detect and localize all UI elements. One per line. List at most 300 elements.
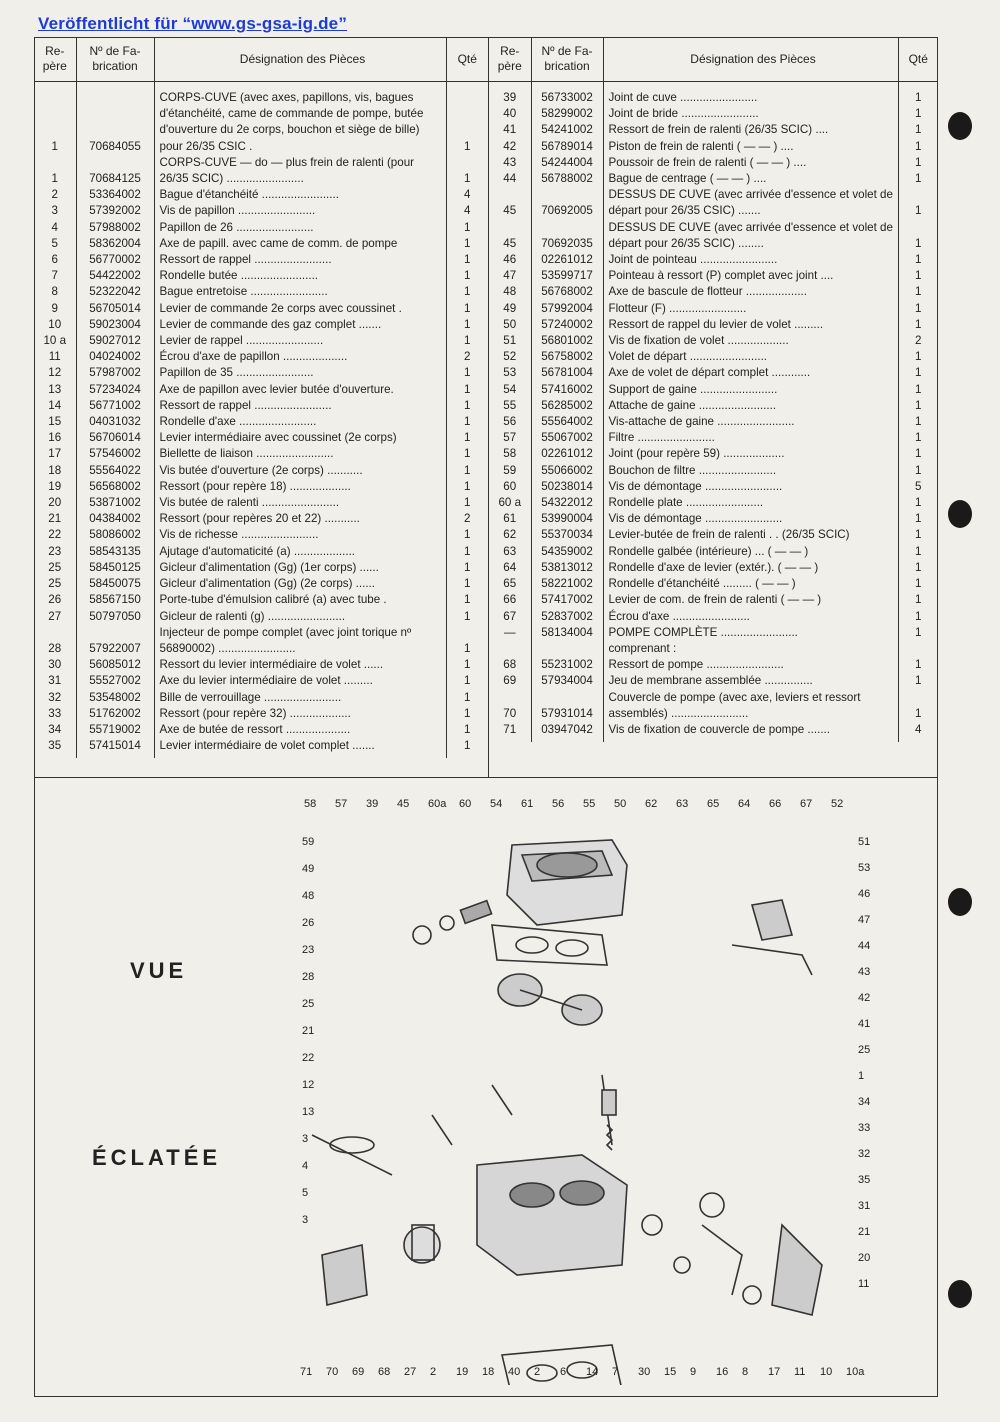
cell-qte: 1 [915, 706, 922, 720]
cell-rep: 44 [489, 171, 531, 187]
header-repere: Re- père [34, 37, 76, 82]
cell-qte: 1 [915, 236, 922, 250]
table-row [34, 187, 488, 203]
cell-num: 02261012 [531, 252, 603, 268]
table-row [489, 333, 938, 349]
cell-des: Vis butée de ralenti ........................ [154, 495, 446, 511]
table-row [34, 527, 488, 543]
table-row [489, 139, 938, 155]
diagram-title-vue: VUE [130, 958, 188, 983]
cell-qte: 1 [915, 285, 922, 299]
cell-des: Levier de com. de frein de ralenti ( — — ) [603, 592, 898, 608]
cell-qte: 2 [915, 334, 922, 348]
callout-label: 6 [560, 1366, 567, 1378]
table-row [34, 690, 488, 706]
cell-rep: 33 [34, 706, 76, 722]
cell-qte: 1 [464, 398, 471, 412]
cell-num: 55067002 [531, 430, 603, 446]
table-row [489, 382, 938, 398]
cell-rep: 1 [34, 90, 76, 155]
callout-label: 66 [769, 798, 782, 810]
cell-num: 53364002 [76, 187, 154, 203]
cell-rep: 23 [34, 544, 76, 560]
cell-rep: 70 [489, 690, 531, 722]
cell-num: 51762002 [76, 706, 154, 722]
cell-qte: 1 [464, 463, 471, 477]
cell-rep: 35 [34, 738, 76, 754]
cell-rep: 54 [489, 382, 531, 398]
cell-num: 53990004 [531, 511, 603, 527]
cell-num: 52837002 [531, 609, 603, 625]
callout-label: 11 [794, 1366, 806, 1378]
cell-des: Axe de bascule de flotteur ................... [603, 284, 898, 300]
parts-table-right [489, 37, 938, 742]
table-row [34, 203, 488, 219]
callout-label: 67 [800, 798, 813, 810]
cell-qte: 1 [464, 139, 471, 153]
cell-num: 57546002 [76, 446, 154, 462]
cell-rep: 63 [489, 544, 531, 560]
cell-qte: 1 [915, 398, 922, 412]
cell-des: Vis de papillon ........................ [154, 203, 446, 219]
callout-label: 40 [508, 1366, 521, 1378]
callout-label: 17 [768, 1366, 781, 1378]
cell-num: 58221002 [531, 576, 603, 592]
cell-num: 57417002 [531, 592, 603, 608]
cell-qte: 1 [915, 593, 922, 607]
table-row [489, 463, 938, 479]
cell-rep: 17 [34, 446, 76, 462]
callout-label: 55 [583, 798, 596, 810]
cell-rep: 34 [34, 722, 76, 738]
cell-num: 58450075 [76, 576, 154, 592]
cell-qte: 1 [915, 431, 922, 445]
cell-des: Filtre ........................ [603, 430, 898, 446]
cell-des: Ressort de rappel ........................ [154, 398, 446, 414]
cell-des: Attache de gaine ........................ [603, 398, 898, 414]
cell-rep: 3 [34, 203, 76, 219]
table-row [489, 527, 938, 543]
cell-num: 57234024 [76, 382, 154, 398]
cell-des: Levier de commande 2e corps avec coussinet . [154, 301, 446, 317]
cell-des: Rondelle butée ........................ [154, 268, 446, 284]
cell-qte: 1 [915, 139, 922, 153]
cell-rep: 5 [34, 236, 76, 252]
cell-num: 56705014 [76, 301, 154, 317]
cell-qte: 1 [464, 220, 471, 234]
callout-label: 42 [858, 992, 871, 1004]
cell-qte: 4 [915, 722, 922, 736]
cell-des: Bague de centrage ( — — ) .... [603, 171, 898, 187]
table-spacer-row [489, 82, 938, 91]
table-row [489, 722, 938, 738]
callout-label: 52 [831, 798, 844, 810]
cell-rep: 28 [34, 625, 76, 657]
cell-des: Piston de frein de ralenti ( — — ) .... [603, 139, 898, 155]
header-numero: Nº de Fa- brication [76, 37, 154, 82]
table-row [489, 446, 938, 462]
table-row [34, 560, 488, 576]
cell-qte: 1 [464, 236, 471, 250]
cell-des: Rondelle d'axe ........................ [154, 414, 446, 430]
cell-rep: 18 [34, 463, 76, 479]
cell-qte: 1 [464, 641, 471, 655]
cell-des: Ressort du levier intermédiaire de volet ...... [154, 657, 446, 673]
callout-label: 62 [645, 798, 658, 810]
callout-label: 71 [300, 1366, 313, 1378]
cell-qte: 1 [464, 301, 471, 315]
cell-rep: 12 [34, 365, 76, 381]
cell-rep: 68 [489, 657, 531, 673]
table-row [34, 414, 488, 430]
cell-qte: 1 [915, 382, 922, 396]
callout-label: 57 [335, 798, 348, 810]
cell-qte: 1 [464, 658, 471, 672]
cell-rep: 14 [34, 398, 76, 414]
cell-rep: 64 [489, 560, 531, 576]
cell-num: 03947042 [531, 722, 603, 738]
cell-rep: 4 [34, 220, 76, 236]
cell-rep: 71 [489, 722, 531, 738]
callout-label: 35 [858, 1174, 871, 1186]
table-row [34, 446, 488, 462]
binder-hole [948, 888, 972, 916]
table-row [34, 625, 488, 657]
cell-des: Bouchon de filtre ........................ [603, 463, 898, 479]
callout-label: 5 [302, 1187, 309, 1199]
cell-des: Papillon de 35 ........................ [154, 365, 446, 381]
table-row [34, 738, 488, 754]
cell-des: Bille de verrouillage ........................ [154, 690, 446, 706]
table-row [489, 365, 938, 381]
callout-label: 23 [302, 944, 315, 956]
cell-des: Papillon de 26 ........................ [154, 220, 446, 236]
cell-des: Vis-attache de gaine ........................ [603, 414, 898, 430]
cell-num: 54322012 [531, 495, 603, 511]
callout-label: 3 [302, 1214, 309, 1226]
cell-qte: 5 [915, 479, 922, 493]
cell-rep: 26 [34, 592, 76, 608]
cell-qte: 1 [915, 447, 922, 461]
callout-label: 21 [858, 1226, 871, 1238]
callout-label: 12 [302, 1079, 315, 1091]
cell-des: Ressort de frein de ralenti (26/35 SCIC) .... [603, 122, 898, 138]
callout-label: 8 [742, 1366, 749, 1378]
cell-qte: 1 [464, 172, 471, 186]
cell-des: Joint de bride ........................ [603, 106, 898, 122]
callout-label: 69 [352, 1366, 365, 1378]
callout-label: 43 [858, 966, 871, 978]
callout-label: 61 [521, 798, 534, 810]
cell-rep: 13 [34, 382, 76, 398]
cell-num: 56706014 [76, 430, 154, 446]
table-row [34, 333, 488, 349]
cell-qte: 1 [464, 722, 471, 736]
cell-des: Gicleur d'alimentation (Gg) (2e corps) ...... [154, 576, 446, 592]
table-row [34, 365, 488, 381]
cell-rep: 42 [489, 139, 531, 155]
callout-label: 10 [820, 1366, 833, 1378]
cell-des: Levier-butée de frein de ralenti . . (26/35 SCIC) [603, 527, 898, 543]
table-row [34, 673, 488, 689]
cell-rep: 9 [34, 301, 76, 317]
cell-num: 56788002 [531, 171, 603, 187]
cell-des: CORPS-CUVE (avec axes, papillons, vis, bagues d'étanchéité, came de commande de pompe, butée d'ouverture du 2e corps, bouchon et siège de bille) pour 26/35 CSIC . [154, 90, 446, 155]
callout-label: 33 [858, 1122, 871, 1134]
cell-des: Rondelle d'étanchéité ......... ( — — ) [603, 576, 898, 592]
callout-label: 65 [707, 798, 720, 810]
cell-rep: 10 [34, 317, 76, 333]
cell-rep: 45 [489, 220, 531, 252]
cell-rep: 25 [34, 560, 76, 576]
cell-qte: 1 [915, 415, 922, 429]
watermark[interactable]: Veröffentlicht für “www.gs-gsa-ig.de” [38, 14, 348, 33]
cell-num: 53813012 [531, 560, 603, 576]
callout-label: 1 [858, 1070, 865, 1082]
cell-num: 54244004 [531, 155, 603, 171]
table-row [34, 544, 488, 560]
table-row [34, 657, 488, 673]
callout-label: 18 [482, 1366, 495, 1378]
table-row [489, 495, 938, 511]
cell-qte: 1 [464, 739, 471, 753]
cell-qte: 1 [464, 528, 471, 542]
cell-rep: 22 [34, 527, 76, 543]
table-row [489, 641, 938, 657]
table-row [34, 236, 488, 252]
cell-des: Ressort de rappel du levier de volet ......... [603, 317, 898, 333]
header-repere: Re- père [489, 37, 531, 82]
cell-qte: 1 [915, 172, 922, 186]
callout-label: 7 [612, 1366, 619, 1378]
cell-des: Poussoir de frein de ralenti ( — — ) .... [603, 155, 898, 171]
cell-rep: 51 [489, 333, 531, 349]
cell-qte: 1 [915, 577, 922, 591]
table-row [489, 252, 938, 268]
table-row [489, 171, 938, 187]
cell-qte: 1 [464, 577, 471, 591]
callout-label: 3 [302, 1133, 309, 1145]
cell-des: comprenant : [603, 641, 898, 657]
cell-qte: 1 [915, 301, 922, 315]
cell-num: 56733002 [531, 90, 603, 106]
callout-label: 34 [858, 1096, 871, 1108]
cell-num [531, 641, 603, 657]
cell-rep: 46 [489, 252, 531, 268]
cell-num: 57416002 [531, 382, 603, 398]
cell-rep: 58 [489, 446, 531, 462]
callout-label: 2 [430, 1366, 437, 1378]
cell-des: Ressort (pour repère 32) ................... [154, 706, 446, 722]
header-quantite: Qté [446, 37, 488, 82]
cell-des: Axe du levier intermédiaire de volet ......... [154, 673, 446, 689]
cell-rep [489, 641, 531, 657]
cell-qte: 1 [915, 155, 922, 169]
callout-label: 14 [586, 1366, 599, 1378]
callout-label: 56 [552, 798, 565, 810]
cell-des: Vis butée d'ouverture (2e corps) ........... [154, 463, 446, 479]
cell-des: Bague entretoise ........................ [154, 284, 446, 300]
cell-des: Volet de départ ........................ [603, 349, 898, 365]
cell-des: Vis de démontage ........................ [603, 511, 898, 527]
cell-rep: 30 [34, 657, 76, 673]
callout-label: 60a [428, 798, 447, 810]
table-row [34, 155, 488, 187]
table-row [34, 382, 488, 398]
cell-rep: 56 [489, 414, 531, 430]
cell-num: 70684055 [76, 90, 154, 155]
cell-num: 57922007 [76, 625, 154, 657]
cell-rep: 27 [34, 609, 76, 625]
cell-des: Écrou d'axe ........................ [603, 609, 898, 625]
cell-des: Rondelle galbée (intérieure) ... ( — — ) [603, 544, 898, 560]
cell-qte: 1 [915, 674, 922, 688]
cell-des: Levier intermédiaire de volet complet ....... [154, 738, 446, 754]
cell-rep: — [489, 625, 531, 641]
callout-label: 47 [858, 914, 871, 926]
cell-rep: 65 [489, 576, 531, 592]
callout-label: 25 [302, 998, 315, 1010]
callout-label: 63 [676, 798, 689, 810]
cell-qte: 1 [915, 496, 922, 510]
cell-num: 55231002 [531, 657, 603, 673]
cell-des: Pointeau à ressort (P) complet avec joint .... [603, 268, 898, 284]
table-filler-row [34, 754, 488, 758]
callout-label: 10a [846, 1366, 865, 1378]
callout-label: 2 [534, 1366, 541, 1378]
cell-num: 57415014 [76, 738, 154, 754]
cell-num: 56568002 [76, 479, 154, 495]
table-spacer-row [34, 82, 488, 91]
cell-qte: 1 [464, 496, 471, 510]
cell-rep: 16 [34, 430, 76, 446]
table-row [489, 690, 938, 722]
cell-num: 55370034 [531, 527, 603, 543]
cell-des: Support de gaine ........................ [603, 382, 898, 398]
callout-label: 60 [459, 798, 472, 810]
callout-label: 59 [302, 836, 315, 848]
callout-label: 27 [404, 1366, 417, 1378]
table-row [489, 398, 938, 414]
cell-rep: 39 [489, 90, 531, 106]
cell-num: 56781004 [531, 365, 603, 381]
table-row [489, 90, 938, 106]
binder-hole [948, 1280, 972, 1308]
callout-label: 53 [858, 862, 871, 874]
callout-label: 22 [302, 1052, 315, 1064]
callout-label: 32 [858, 1148, 871, 1160]
table-row [34, 252, 488, 268]
cell-qte: 1 [915, 463, 922, 477]
cell-num: 04024002 [76, 349, 154, 365]
cell-num: 02261012 [531, 446, 603, 462]
cell-qte: 1 [464, 544, 471, 558]
callout-label: 11 [858, 1278, 870, 1290]
binder-hole [948, 500, 972, 528]
cell-qte: 1 [915, 658, 922, 672]
callout-label: 50 [614, 798, 627, 810]
diagram-title-eclatee: ÉCLATÉE [92, 1145, 222, 1170]
cell-qte: 1 [464, 690, 471, 704]
cell-num: 55527002 [76, 673, 154, 689]
cell-des: Axe de butée de ressort .................... [154, 722, 446, 738]
cell-rep: 60 a [489, 495, 531, 511]
table-row [489, 576, 938, 592]
cell-rep: 55 [489, 398, 531, 414]
cell-qte: 1 [464, 447, 471, 461]
callout-label: 49 [302, 863, 315, 875]
cell-des: Gicleur d'alimentation (Gg) (1er corps) ...... [154, 560, 446, 576]
cell-rep: 15 [34, 414, 76, 430]
table-filler-row [489, 738, 938, 742]
cell-rep: 19 [34, 479, 76, 495]
cell-rep: 25 [34, 576, 76, 592]
cell-qte: 2 [464, 512, 471, 526]
cell-rep: 20 [34, 495, 76, 511]
cell-rep: 67 [489, 609, 531, 625]
cell-qte: 1 [464, 706, 471, 720]
cell-qte: 1 [915, 544, 922, 558]
cell-qte: 2 [464, 350, 471, 364]
cell-rep: 1 [34, 155, 76, 187]
cell-rep: 47 [489, 268, 531, 284]
callout-label: 39 [366, 798, 379, 810]
table-row [34, 511, 488, 527]
callout-label: 13 [302, 1106, 315, 1118]
cell-num: 54422002 [76, 268, 154, 284]
cell-qte: 1 [915, 609, 922, 623]
table-row [489, 479, 938, 495]
cell-num: 56770002 [76, 252, 154, 268]
callout-label: 15 [664, 1366, 677, 1378]
cell-qte: 1 [915, 512, 922, 526]
cell-rep: 2 [34, 187, 76, 203]
cell-num: 53599717 [531, 268, 603, 284]
cell-num: 56768002 [531, 284, 603, 300]
header-quantite: Qté [898, 37, 938, 82]
cell-num: 59023004 [76, 317, 154, 333]
table-row [34, 398, 488, 414]
cell-des: POMPE COMPLÈTE ........................ [603, 625, 898, 641]
cell-num: 58134004 [531, 625, 603, 641]
callout-label: 68 [378, 1366, 391, 1378]
cell-des: Vis de fixation de couvercle de pompe ....... [603, 722, 898, 738]
cell-rep: 50 [489, 317, 531, 333]
cell-qte: 1 [464, 560, 471, 574]
cell-num: 56789014 [531, 139, 603, 155]
cell-des: Ressort de pompe ........................ [603, 657, 898, 673]
cell-qte: 4 [464, 204, 471, 218]
cell-rep: 40 [489, 106, 531, 122]
table-row [34, 609, 488, 625]
table-row [489, 187, 938, 219]
cell-des: Levier intermédiaire avec coussinet (2e corps) [154, 430, 446, 446]
callout-label: 20 [858, 1252, 871, 1264]
cell-num: 57992004 [531, 301, 603, 317]
cell-des: Joint de cuve ........................ [603, 90, 898, 106]
callout-label: 45 [397, 798, 410, 810]
callout-label: 44 [858, 940, 871, 952]
cell-des: Couvercle de pompe (avec axe, leviers et ressort assemblés) ........................ [603, 690, 898, 722]
cell-rep: 48 [489, 284, 531, 300]
cell-num: 58450125 [76, 560, 154, 576]
cell-rep: 45 [489, 187, 531, 219]
table-row [489, 673, 938, 689]
cell-num: 57934004 [531, 673, 603, 689]
cell-num: 55564022 [76, 463, 154, 479]
callout-label: 28 [302, 971, 315, 983]
cell-des: Gicleur de ralenti (g) ........................ [154, 609, 446, 625]
